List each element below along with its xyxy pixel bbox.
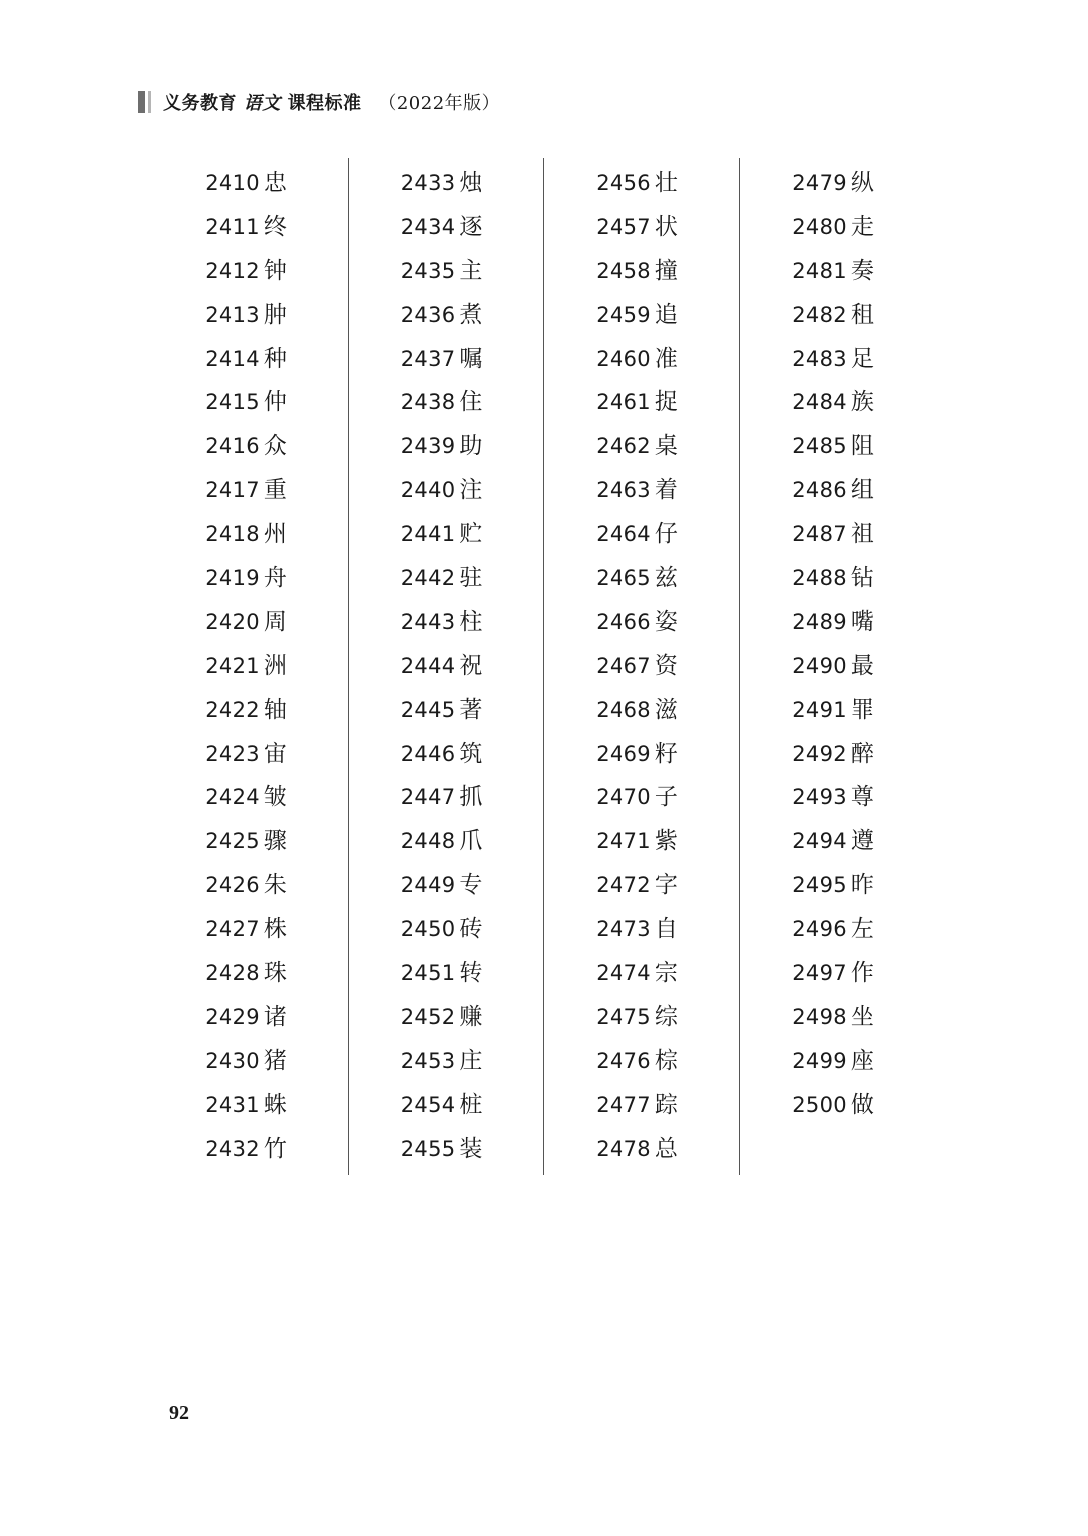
character-entry <box>596 820 686 864</box>
character-number: 2448 <box>400 829 456 854</box>
character-entry <box>596 864 686 908</box>
character-number: 2434 <box>400 214 456 239</box>
character-glyph: 爪 <box>459 828 483 855</box>
character-entry <box>792 996 882 1040</box>
character-column-3 <box>544 158 740 1175</box>
character-number: 2421 <box>205 653 260 678</box>
character-entry <box>401 1040 491 1084</box>
character-entry <box>792 513 882 557</box>
character-entry <box>205 908 295 952</box>
character-number: 2485 <box>792 434 847 459</box>
character-number: 2467 <box>596 653 651 678</box>
character-glyph: 着 <box>654 477 678 504</box>
character-number: 2463 <box>596 478 651 503</box>
character-number: 2490 <box>792 653 847 678</box>
character-glyph: 最 <box>850 652 874 679</box>
character-glyph: 专 <box>459 872 483 899</box>
character-number: 2498 <box>792 1004 847 1029</box>
character-number: 2473 <box>596 917 651 942</box>
character-glyph: 族 <box>850 389 874 416</box>
character-glyph: 骤 <box>263 828 287 855</box>
character-number: 2433 <box>400 171 456 195</box>
character-entry <box>792 557 882 601</box>
header-title-subject: 语文 <box>243 93 281 114</box>
character-number: 2443 <box>400 609 456 634</box>
character-number: 2472 <box>596 873 651 898</box>
character-entry <box>205 1084 295 1128</box>
character-number: 2428 <box>205 961 260 986</box>
character-entry <box>596 162 686 206</box>
character-entry <box>401 820 491 864</box>
character-entry <box>205 425 295 469</box>
character-entry <box>205 733 295 777</box>
character-glyph: 撞 <box>654 257 678 284</box>
character-glyph: 周 <box>263 608 287 635</box>
character-glyph: 煮 <box>459 301 483 328</box>
header-title-main: 义务教育 <box>163 93 237 114</box>
character-entry <box>401 294 491 338</box>
character-glyph: 宗 <box>654 960 678 987</box>
header-bars-decoration <box>138 91 151 113</box>
character-number: 2487 <box>792 522 847 547</box>
character-entry <box>596 689 686 733</box>
character-number: 2489 <box>792 609 847 634</box>
character-entry <box>596 513 686 557</box>
character-entry <box>205 952 295 996</box>
character-glyph: 重 <box>263 477 287 504</box>
character-glyph: 洲 <box>263 652 287 679</box>
character-number: 2435 <box>400 258 456 283</box>
character-entry <box>792 689 882 733</box>
character-glyph: 兹 <box>654 565 678 592</box>
character-entry <box>401 469 491 513</box>
character-number: 2451 <box>400 961 456 986</box>
character-glyph: 宙 <box>263 740 287 767</box>
character-entry <box>792 338 882 382</box>
character-glyph: 子 <box>654 784 678 811</box>
character-glyph: 足 <box>850 345 874 372</box>
character-number: 2495 <box>792 873 847 898</box>
character-column-4 <box>740 158 936 1175</box>
character-number: 2480 <box>792 214 847 239</box>
character-entry <box>401 206 491 250</box>
character-number: 2458 <box>596 258 651 283</box>
character-glyph: 座 <box>850 1047 874 1074</box>
character-number: 2474 <box>596 961 651 986</box>
character-glyph: 皱 <box>263 784 287 811</box>
character-entry <box>205 689 295 733</box>
character-glyph: 忠 <box>263 170 287 196</box>
character-entry <box>401 557 491 601</box>
character-column-1 <box>153 158 349 1175</box>
character-entry <box>596 425 686 469</box>
character-entry <box>205 996 295 1040</box>
header-title-rest: 课程标准 <box>287 93 362 114</box>
character-number: 2455 <box>400 1136 456 1161</box>
character-glyph: 准 <box>654 345 678 372</box>
character-glyph: 嘱 <box>459 345 483 372</box>
character-glyph: 嘴 <box>850 608 874 635</box>
character-entry <box>596 601 686 645</box>
character-glyph: 诸 <box>263 1003 287 1030</box>
character-glyph: 仲 <box>263 389 287 416</box>
character-number: 2424 <box>205 785 260 810</box>
character-number: 2494 <box>792 829 847 854</box>
character-glyph: 做 <box>850 1091 874 1118</box>
character-glyph: 滋 <box>654 696 678 723</box>
character-entry <box>596 469 686 513</box>
character-entry <box>596 381 686 425</box>
character-entry <box>401 162 491 206</box>
character-glyph: 桌 <box>654 433 678 460</box>
character-entry <box>205 1040 295 1084</box>
character-number: 2452 <box>400 1004 456 1029</box>
character-number: 2468 <box>596 697 651 722</box>
character-entry <box>792 294 882 338</box>
character-number: 2478 <box>596 1136 651 1161</box>
character-glyph: 住 <box>459 389 483 416</box>
character-glyph: 桩 <box>459 1091 483 1118</box>
character-glyph: 奏 <box>850 257 874 284</box>
character-entry <box>792 381 882 425</box>
character-number: 2411 <box>205 214 260 239</box>
character-number: 2449 <box>400 873 456 898</box>
character-number: 2499 <box>792 1048 847 1073</box>
character-entry <box>596 733 686 777</box>
character-number: 2415 <box>205 390 260 415</box>
character-number: 2484 <box>792 390 847 415</box>
character-glyph: 作 <box>850 960 874 987</box>
character-glyph: 竹 <box>263 1135 287 1162</box>
character-glyph: 左 <box>850 916 874 943</box>
character-entry <box>205 469 295 513</box>
character-number: 2477 <box>596 1092 651 1117</box>
character-number: 2483 <box>792 346 847 371</box>
character-glyph: 肿 <box>263 301 287 328</box>
character-glyph: 主 <box>459 257 483 284</box>
character-glyph: 纵 <box>850 170 874 196</box>
character-entry <box>792 1084 882 1128</box>
character-entry <box>205 250 295 294</box>
character-glyph: 珠 <box>263 960 287 987</box>
character-number: 2420 <box>205 609 260 634</box>
character-glyph: 棕 <box>654 1047 678 1074</box>
character-number: 2416 <box>205 434 260 459</box>
character-number: 2466 <box>596 609 651 634</box>
character-number: 2482 <box>792 302 847 327</box>
character-entry <box>401 733 491 777</box>
character-entry <box>401 513 491 557</box>
character-entry <box>792 952 882 996</box>
character-table <box>153 158 935 1175</box>
character-glyph: 转 <box>459 960 483 987</box>
character-entry <box>205 338 295 382</box>
character-entry <box>596 1128 686 1172</box>
character-glyph: 轴 <box>263 696 287 723</box>
character-glyph: 尊 <box>850 784 874 811</box>
character-glyph: 终 <box>263 213 287 240</box>
character-glyph: 赚 <box>459 1003 483 1030</box>
character-entry <box>596 250 686 294</box>
character-entry <box>401 381 491 425</box>
character-number: 2475 <box>596 1004 651 1029</box>
character-glyph: 昨 <box>850 872 874 899</box>
character-entry <box>401 645 491 689</box>
character-entry <box>401 425 491 469</box>
character-entry <box>596 206 686 250</box>
character-entry <box>596 557 686 601</box>
character-glyph: 猪 <box>263 1047 287 1074</box>
character-glyph: 综 <box>654 1003 678 1030</box>
character-number: 2423 <box>205 741 260 766</box>
character-number: 2459 <box>596 302 651 327</box>
character-entry <box>792 733 882 777</box>
character-glyph: 助 <box>459 433 483 460</box>
character-number: 2410 <box>205 171 260 195</box>
character-number: 2479 <box>792 171 847 195</box>
character-entry <box>792 776 882 820</box>
character-glyph: 捉 <box>654 389 678 416</box>
character-entry <box>401 250 491 294</box>
character-glyph: 醉 <box>850 740 874 767</box>
character-number: 2412 <box>205 258 260 283</box>
character-number: 2450 <box>400 917 456 942</box>
character-entry <box>792 1040 882 1084</box>
character-glyph: 烛 <box>459 170 483 196</box>
character-number: 2457 <box>596 214 651 239</box>
character-number: 2438 <box>400 390 456 415</box>
character-glyph: 抓 <box>459 784 483 811</box>
character-number: 2437 <box>400 346 456 371</box>
character-number: 2470 <box>596 785 651 810</box>
character-glyph: 筑 <box>459 740 483 767</box>
character-entry <box>205 294 295 338</box>
character-glyph: 状 <box>654 213 678 240</box>
character-number: 2442 <box>400 566 456 591</box>
character-number: 2456 <box>596 171 651 195</box>
character-glyph: 罪 <box>850 696 874 723</box>
character-entry <box>792 908 882 952</box>
running-header <box>138 88 500 116</box>
character-number: 2500 <box>792 1092 847 1117</box>
character-entry <box>792 206 882 250</box>
character-number: 2445 <box>400 697 456 722</box>
character-number: 2453 <box>400 1048 456 1073</box>
character-entry <box>205 1128 295 1172</box>
character-entry <box>401 952 491 996</box>
character-number: 2488 <box>792 566 847 591</box>
character-glyph: 自 <box>654 916 678 943</box>
character-number: 2497 <box>792 961 847 986</box>
character-number: 2432 <box>205 1136 260 1161</box>
character-entry <box>401 996 491 1040</box>
character-glyph: 踪 <box>654 1091 678 1118</box>
character-glyph: 遵 <box>850 828 874 855</box>
character-number: 2427 <box>205 917 260 942</box>
character-entry <box>401 1128 491 1172</box>
character-glyph: 阻 <box>850 433 874 460</box>
character-number: 2417 <box>205 478 260 503</box>
character-number: 2444 <box>400 653 456 678</box>
character-number: 2471 <box>596 829 651 854</box>
character-entry <box>205 162 295 206</box>
character-number: 2469 <box>596 741 651 766</box>
character-number: 2481 <box>792 258 847 283</box>
character-glyph: 逐 <box>459 213 483 240</box>
header-edition: （2022年版） <box>378 93 501 114</box>
character-number: 2426 <box>205 873 260 898</box>
character-glyph: 字 <box>654 872 678 899</box>
character-entry <box>596 294 686 338</box>
character-number: 2446 <box>400 741 456 766</box>
character-number: 2413 <box>205 302 260 327</box>
character-entry <box>792 250 882 294</box>
character-number: 2447 <box>400 785 456 810</box>
character-glyph: 众 <box>263 433 287 460</box>
character-number: 2419 <box>205 566 260 591</box>
character-entry <box>205 557 295 601</box>
character-number: 2440 <box>400 478 456 503</box>
character-entry <box>401 689 491 733</box>
character-glyph: 钻 <box>850 565 874 592</box>
character-entry <box>792 864 882 908</box>
character-number: 2491 <box>792 697 847 722</box>
character-number: 2414 <box>205 346 260 371</box>
character-entry <box>596 952 686 996</box>
character-entry <box>205 645 295 689</box>
character-number: 2430 <box>205 1048 260 1073</box>
character-glyph: 祖 <box>850 521 874 548</box>
character-number: 2439 <box>400 434 456 459</box>
character-entry <box>205 776 295 820</box>
character-entry <box>401 1084 491 1128</box>
character-glyph: 壮 <box>654 170 678 196</box>
character-number: 2465 <box>596 566 651 591</box>
header-bar-dark <box>138 91 145 113</box>
character-entry <box>792 469 882 513</box>
character-number: 2429 <box>205 1004 260 1029</box>
character-glyph: 株 <box>263 916 287 943</box>
character-number: 2460 <box>596 346 651 371</box>
character-glyph: 州 <box>263 521 287 548</box>
character-glyph: 紫 <box>654 828 678 855</box>
character-number: 2436 <box>400 302 456 327</box>
character-number: 2492 <box>792 741 847 766</box>
character-glyph: 贮 <box>459 521 483 548</box>
character-glyph: 庄 <box>459 1047 483 1074</box>
character-column-2 <box>349 158 545 1175</box>
character-glyph: 姿 <box>654 608 678 635</box>
character-glyph: 钟 <box>263 257 287 284</box>
character-entry <box>596 1040 686 1084</box>
character-glyph: 总 <box>654 1135 678 1162</box>
character-entry <box>401 338 491 382</box>
character-number: 2464 <box>596 522 651 547</box>
character-number: 2425 <box>205 829 260 854</box>
character-glyph: 籽 <box>654 740 678 767</box>
character-glyph: 著 <box>459 696 483 723</box>
character-entry <box>596 1084 686 1128</box>
character-glyph: 蛛 <box>263 1091 287 1118</box>
character-glyph: 租 <box>850 301 874 328</box>
character-number: 2476 <box>596 1048 651 1073</box>
character-glyph: 注 <box>459 477 483 504</box>
character-glyph: 舟 <box>263 565 287 592</box>
character-entry <box>792 425 882 469</box>
character-number: 2461 <box>596 390 651 415</box>
header-bar-light <box>148 91 151 113</box>
character-entry <box>792 601 882 645</box>
character-glyph: 组 <box>850 477 874 504</box>
character-glyph: 种 <box>263 345 287 372</box>
character-entry <box>205 206 295 250</box>
character-glyph: 驻 <box>459 565 483 592</box>
character-entry <box>401 601 491 645</box>
character-entry <box>792 162 882 206</box>
character-number: 2431 <box>205 1092 260 1117</box>
character-number: 2496 <box>792 917 847 942</box>
character-number: 2418 <box>205 522 260 547</box>
character-entry <box>596 645 686 689</box>
character-glyph: 坐 <box>850 1003 874 1030</box>
character-glyph: 装 <box>459 1135 483 1162</box>
character-entry <box>596 338 686 382</box>
character-number: 2462 <box>596 434 651 459</box>
character-entry <box>205 601 295 645</box>
character-entry <box>596 776 686 820</box>
character-number: 2486 <box>792 478 847 503</box>
character-glyph: 祝 <box>459 652 483 679</box>
character-glyph: 资 <box>654 652 678 679</box>
character-entry <box>205 513 295 557</box>
character-entry <box>205 381 295 425</box>
character-entry <box>205 864 295 908</box>
character-glyph: 追 <box>654 301 678 328</box>
character-number: 2454 <box>400 1092 456 1117</box>
character-number: 2493 <box>792 785 847 810</box>
character-glyph: 仔 <box>654 521 678 548</box>
character-glyph: 走 <box>850 213 874 240</box>
page-number: 92 <box>169 1402 189 1424</box>
character-entry <box>792 645 882 689</box>
character-entry <box>596 908 686 952</box>
character-entry <box>401 908 491 952</box>
character-entry <box>792 820 882 864</box>
character-entry <box>401 864 491 908</box>
character-entry <box>596 996 686 1040</box>
header-title <box>163 89 500 115</box>
character-glyph: 柱 <box>459 608 483 635</box>
character-entry <box>205 820 295 864</box>
character-number: 2422 <box>205 697 260 722</box>
character-entry <box>401 776 491 820</box>
character-glyph: 朱 <box>263 872 287 899</box>
character-glyph: 砖 <box>459 916 483 943</box>
character-number: 2441 <box>400 522 456 547</box>
